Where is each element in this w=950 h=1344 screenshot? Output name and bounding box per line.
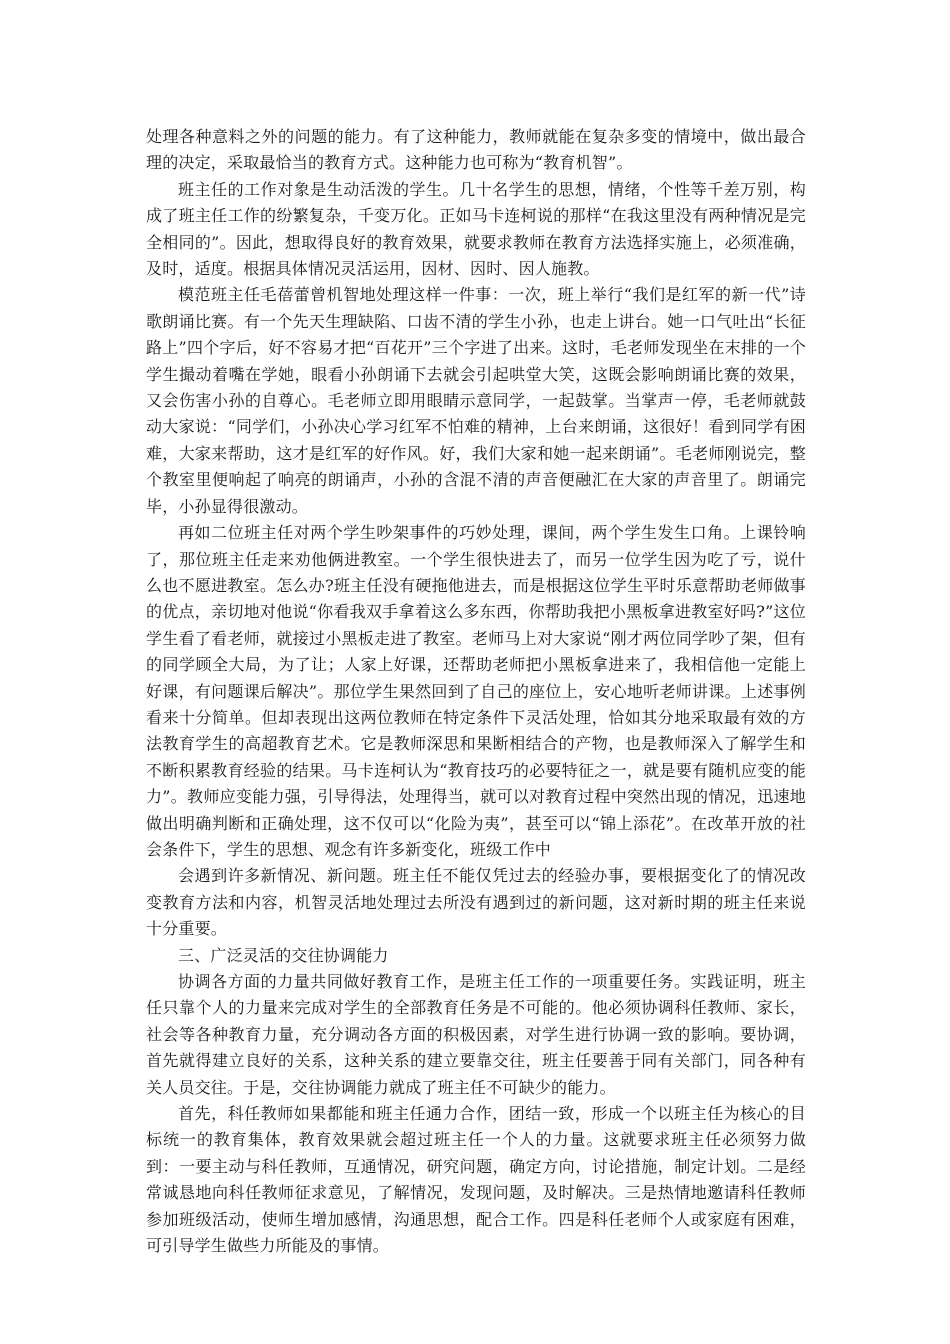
paragraph-5: 会遇到许多新情况、新问题。班主任不能仅凭过去的经验办事，要根据变化了的情况改变教育方法和内容，机智灵活地处理过去所没有遇到过的新问题，这对新时期的班主任来说十分重要。 bbox=[146, 866, 806, 939]
document-page bbox=[146, 124, 806, 1259]
paragraph-3: 模范班主任毛蓓蕾曾机智地处理这样一件事：一次，班上举行“我们是红军的新一代”诗歌朗诵比赛。有一个先天生理缺陷、口齿不清的学生小孙，也走上讲台。她一口气吐出“长征路上”四个字后，好不容易才把“百花开”三个字进了出来。这时，毛老师发现坐在末排的一个学生撮动着嘴在学她，眼看小孙朗诵下去就会引起哄堂大笑，这既会影响朗诵比赛的效果，又会伤害小孙的自尊心。毛老师立即用眼睛示意同学，一起鼓掌。当掌声一停，毛老师就鼓动大家说：“同学们，小孙决心学习红军不怕难的精神，上台来朗诵，这很好！看到同学有困难，大家来帮助，这才是红军的好作风。好，我们大家和她一起来朗诵”。毛老师刚说完，整个教室里便响起了响亮的朗诵声，小孙的含混不清的声音便融汇在大家的声音里了。朗诵完毕，小孙显得很激动。 bbox=[146, 285, 806, 516]
paragraph-1: 处理各种意料之外的问题的能力。有了这种能力，教师就能在复杂多变的情境中，做出最合理的决定，采取最恰当的教育方式。这种能力也可称为“教育机智”。 bbox=[146, 127, 806, 173]
paragraph-6: 协调各方面的力量共同做好教育工作，是班主任工作的一项重要任务。实践证明，班主任只靠个人的力量来完成对学生的全部教育任务是不可能的。他必须协调科任教师、家长，社会等各种教育力量，充分调动各方面的积极因素，对学生进行协调一致的影响。要协调，首先就得建立良好的关系，这种关系的建立要靠交往，班主任要善于同有关部门，同各种有关人员交往。于是，交往协调能力就成了班主任不可缺少的能力。 bbox=[146, 972, 806, 1097]
paragraph-7: 首先，科任教师如果都能和班主任通力合作，团结一致，形成一个以班主任为核心的目标统一的教育集体，教育效果就会超过班主任一个人的力量。这就要求班主任必须努力做到：一要主动与科任教师，互通情况，研究问题，确定方向，讨论措施，制定计划。二是经常诚恳地向科任教师征求意见，了解情况，发现问题，及时解决。三是热情地邀请科任教师参加班级活动，使师生增加感情，沟通思想，配合工作。四是科任老师个人或家庭有困难，可引导学生做些力所能及的事情。 bbox=[146, 1104, 806, 1256]
paragraph-2: 班主任的工作对象是生动活泼的学生。几十名学生的思想，情绪，个性等千差万别，构成了班主任工作的纷繁复杂，千变万化。正如马卡连柯说的那样“在我这里没有两种情况是完全相同的”。因此，想取得良好的教育效果，就要求教师在教育方法选择实施上，必须准确，及时，适度。根据具体情况灵活运用，因材、因时、因人施教。 bbox=[146, 179, 806, 279]
paragraph-4: 再如二位班主任对两个学生吵架事件的巧妙处理，课间，两个学生发生口角。上课铃响了，那位班主任走来劝他俩进教室。一个学生很快进去了，而另一位学生因为吃了亏，说什么也不愿进教室。怎么办?班主任没有硬拖他进去，而是根据这位学生平时乐意帮助老师做事的优点，亲切地对他说“你看我双手拿着这么多东西，你帮助我把小黑板拿进教室好吗?”这位学生看了看老师，就接过小黑板走进了教室。老师马上对大家说“刚才两位同学吵了架，但有的同学顾全大局，为了让；人家上好课，还帮助老师把小黑板拿进来了，我相信他一定能上好课，有问题课后解决”。那位学生果然回到了自己的座位上，安心地听老师讲课。上述事例看来十分简单。但却表现出这两位教师在特定条件下灵活处理，恰如其分地采取最有效的方法教育学生的高超教育艺术。它是教师深思和果断相结合的产物，也是教师深入了解学生和不断积累教育经验的结果。马卡连柯认为“教育技巧的必要特征之一，就是要有随机应变的能力”。教师应变能力强，引导得法，处理得当，就可以对教育过程中突然出现的情况，迅速地做出明确判断和正确处理，这不仅可以“化险为夷”，甚至可以“锦上添花”。在改革开放的社会条件下，学生的思想、观念有许多新变化，班级工作中 bbox=[146, 523, 806, 859]
section-heading: 三、广泛灵活的交往协调能力 bbox=[178, 945, 389, 965]
